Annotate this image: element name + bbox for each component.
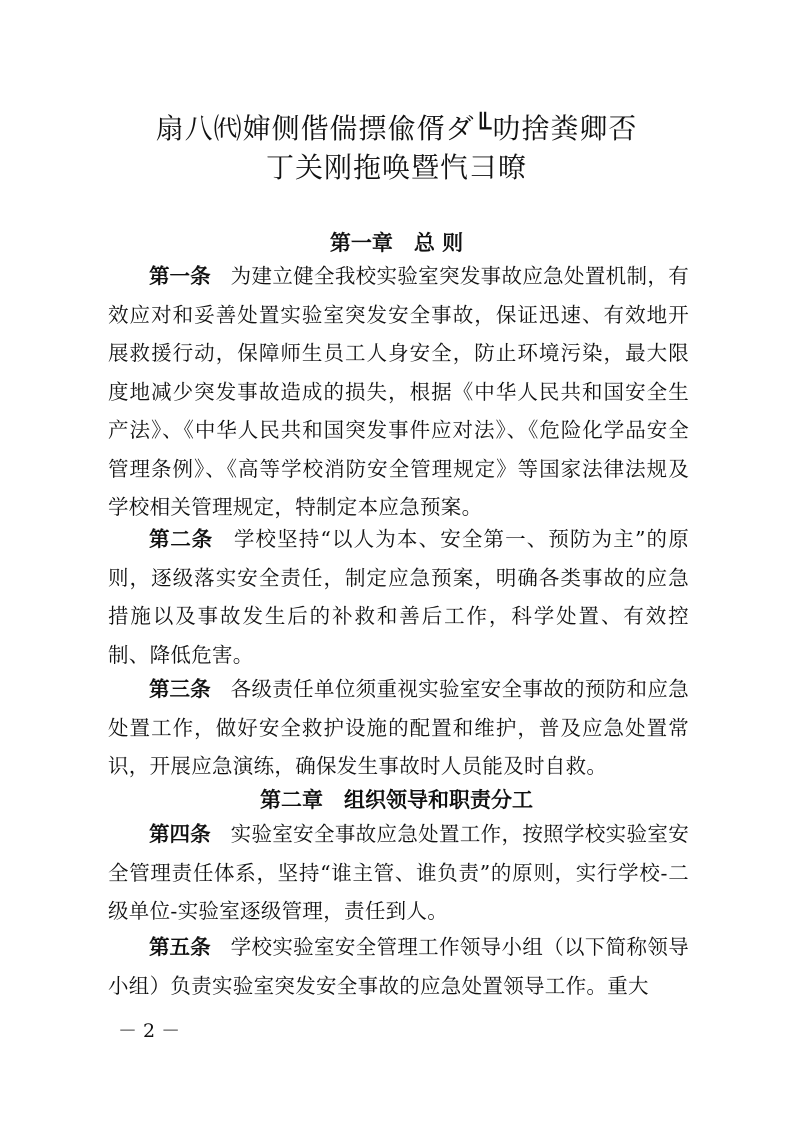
- article-number: 第三条: [149, 677, 211, 701]
- article-text: 各级责任单位须重视实验室安全事故的预防和应急处置工作，做好安全救护设施的配置和维护，普及应急处置常识，开展应急演练，确保发生事故时人员能及时自救。: [108, 677, 689, 778]
- article-text: 实验室安全事故应急处置工作，按照学校实验室安全管理责任体系，坚持“谁主管、谁负责”的原则，实行学校-二级单位-实验室逐级管理，责任到人。: [108, 822, 689, 923]
- article-2: [108, 520, 689, 674]
- article-number: 第五条: [149, 935, 211, 959]
- article-text: 学校坚持“以人为本、安全第一、预防为主”的原则，逐级落实安全责任，制定应急预案，明确各类事故的应急措施以及事故发生后的补救和善后工作，科学处置、有效控制、降低危害。: [108, 527, 689, 667]
- title-line-1: 扇八㈹婶侧偕偳摽偸偦ダ╙叻捨粪卿否: [155, 112, 638, 145]
- title-line-2: 丁关刚拖唤暨忾彐暸: [265, 151, 527, 184]
- article-text: 学校实验室安全管理工作领导小组（以下简称领导小组）负责实验室突发安全事故的应急处置领导工作。重大: [108, 935, 689, 998]
- article-4: [108, 815, 689, 931]
- article-1: [108, 257, 689, 527]
- article-text: 为建立健全我校实验室突发事故应急处置机制，有效应对和妥善处置实验室突发安全事故，保证迅速、有效地开展救援行动，保障师生员工人身安全，防止环境污染，最大限度地减少突发事故造成的损失，根据《中华人民共和国安全生产法》、《中华人民共和国突发事件应对法》、《危险化学品安全管理条例》、《高等学校消防安全管理规定》等国家法律法规及学校相关管理规定，特制定本应急预案。: [108, 264, 689, 519]
- article-3: [108, 670, 689, 786]
- article-number: 第二条: [149, 527, 214, 551]
- chapter-heading-1: 第一章 总 则: [329, 231, 464, 255]
- article-5: [108, 928, 689, 1005]
- article-number: 第四条: [149, 822, 211, 846]
- page-number: － 2 －: [118, 1020, 181, 1042]
- chapter-heading-2: 第二章 组织领导和职责分工: [260, 788, 533, 812]
- article-number: 第一条: [149, 264, 211, 288]
